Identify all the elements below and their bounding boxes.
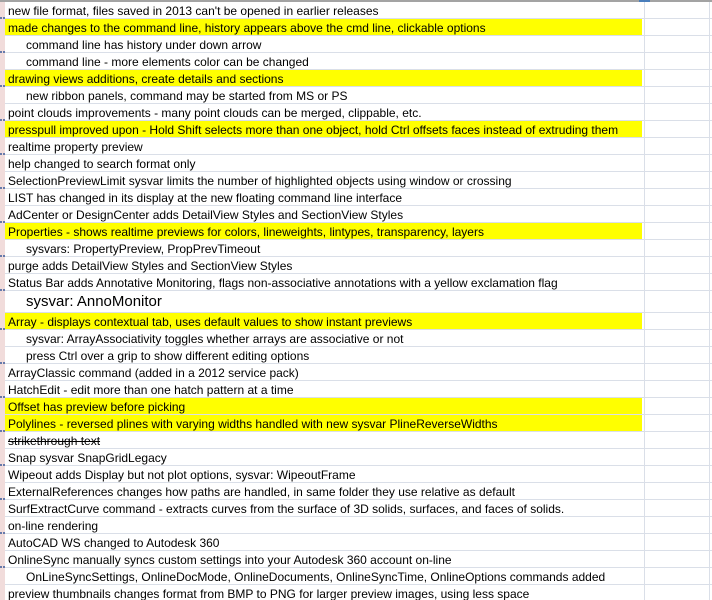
spreadsheet-cell[interactable] (5, 19, 712, 36)
cell-text: OnlineSync manually syncs custom settings into your Autodesk 360 account on-line (8, 553, 452, 567)
spreadsheet-cell[interactable] (5, 104, 712, 121)
cell-text: press Ctrl over a grip to show different editing options (26, 349, 310, 363)
cell-text: Status Bar adds Annotative Monitoring, flags non-associative annotations with a yellow exclamation flag (8, 276, 558, 290)
spreadsheet-cell[interactable] (5, 206, 712, 223)
cell-text: made changes to the command line, history appears above the cmd line, clickable options (8, 21, 486, 35)
page-break-dash (3, 187, 5, 189)
cell-text: SelectionPreviewLimit sysvar limits the number of highlighted objects using window or crossing (8, 174, 512, 188)
page-break-dash (0, 17, 2, 19)
page-break-dash (3, 289, 5, 291)
page-break-dash (3, 430, 5, 432)
pane-border-accent (639, 0, 650, 2)
spreadsheet-cell[interactable] (5, 138, 712, 155)
spreadsheet-cell[interactable] (5, 483, 712, 500)
page-break-dash (3, 532, 5, 534)
spreadsheet-cell[interactable] (5, 449, 712, 466)
spreadsheet-cell[interactable] (5, 398, 712, 415)
page-break-dash (0, 328, 2, 330)
spreadsheet-cell[interactable] (5, 87, 712, 104)
cell-text: Offset has preview before picking (8, 400, 186, 414)
cell-text: sysvar: AnnoMonitor (26, 293, 162, 310)
page-break-dash (3, 85, 5, 87)
spreadsheet-cell[interactable] (5, 364, 712, 381)
cell-text: Wipeout adds Display but not plot options, sysvar: WipeoutFrame (8, 468, 356, 482)
spreadsheet-cell[interactable] (5, 432, 712, 449)
cell-text: ArrayClassic command (added in a 2012 service pack) (8, 366, 299, 380)
page-break-dash (3, 396, 5, 398)
spreadsheet-cell[interactable] (5, 70, 712, 87)
cell-rows (5, 2, 712, 600)
page-break-dash (0, 85, 2, 87)
cell-text: new file format, files saved in 2013 can't be opened in earlier releases (8, 4, 379, 18)
page-break-dash (0, 187, 2, 189)
cell-text: on-line rendering (8, 519, 99, 533)
spreadsheet-cell[interactable] (5, 347, 712, 364)
spreadsheet-cell[interactable] (5, 415, 712, 432)
page-break-dash (3, 119, 5, 121)
spreadsheet-cell[interactable] (5, 240, 712, 257)
cell-text: sysvars: PropertyPreview, PropPrevTimeout (26, 242, 261, 256)
spreadsheet-cell[interactable] (5, 291, 712, 313)
page-break-dash (0, 396, 2, 398)
spreadsheet-cell[interactable] (5, 500, 712, 517)
page-break-dash (3, 255, 5, 257)
cell-text: new ribbon panels, command may be started from MS or PS (26, 89, 348, 103)
cell-text: presspull improved upon - Hold Shift selects more than one object, hold Ctrl offsets faces instead of extruding them (8, 123, 619, 137)
cell-text: AutoCAD WS changed to Autodesk 360 (8, 536, 220, 550)
page-break-dash (3, 328, 5, 330)
spreadsheet-cell[interactable] (5, 330, 712, 347)
cell-text: preview thumbnails changes format from BMP to PNG for larger preview images, using less space (8, 587, 530, 600)
page-break-dash (3, 498, 5, 500)
page-break-dash (0, 430, 2, 432)
spreadsheet-cell[interactable] (5, 257, 712, 274)
cell-text: Snap sysvar SnapGridLegacy (8, 451, 167, 465)
page-break-dash (3, 464, 5, 466)
cell-text: Polylines - reversed plines with varying widths handled with new sysvar PlineReverseWidths (8, 417, 498, 431)
page-break-dash (0, 464, 2, 466)
pane-top-border (0, 0, 712, 2)
spreadsheet-cell[interactable] (5, 551, 712, 568)
page-break-dash (0, 255, 2, 257)
spreadsheet-cell[interactable] (5, 534, 712, 551)
cell-text: HatchEdit - edit more than one hatch pattern at a time (8, 383, 294, 397)
spreadsheet-cell[interactable] (5, 172, 712, 189)
spreadsheet-cell[interactable] (5, 313, 712, 330)
spreadsheet-cell[interactable] (5, 517, 712, 534)
cell-text: help changed to search format only (8, 157, 196, 171)
page-break-dash (0, 153, 2, 155)
cell-text: command line - more elements color can be changed (26, 55, 309, 69)
page-break-dash (0, 119, 2, 121)
spreadsheet-cell[interactable] (5, 223, 712, 240)
cell-text: AdCenter or DesignCenter adds DetailView Styles and SectionView Styles (8, 208, 404, 222)
spreadsheet-cell[interactable] (5, 2, 712, 19)
spreadsheet-cell[interactable] (5, 121, 712, 138)
cell-text: command line has history under down arrow (26, 38, 262, 52)
spreadsheet-cell[interactable] (5, 466, 712, 483)
row-header-edge (0, 2, 5, 600)
spreadsheet-cell[interactable] (5, 274, 712, 291)
cell-text: SurfExtractCurve command - extracts curves from the surface of 3D solids, surfaces, and faces of solids. (8, 502, 565, 516)
cell-text: sysvar: ArrayAssociativity toggles whether arrays are associative or not (26, 332, 404, 346)
page-break-dash (3, 362, 5, 364)
cell-text: strikethrough text (8, 434, 101, 448)
cell-text: OnLineSyncSettings, OnlineDocMode, OnlineDocuments, OnlineSyncTime, OnlineOptions commands added (26, 570, 606, 584)
spreadsheet-cell[interactable] (5, 381, 712, 398)
page-break-dash (3, 566, 5, 568)
spreadsheet-cell[interactable] (5, 568, 712, 585)
page-break-dash (0, 566, 2, 568)
page-break-dash (0, 289, 2, 291)
page-break-dash (3, 221, 5, 223)
page-break-dash (0, 532, 2, 534)
spreadsheet-cell[interactable] (5, 53, 712, 70)
page-break-dash (3, 51, 5, 53)
cell-text: realtime property preview (8, 140, 143, 154)
spreadsheet-cell[interactable] (5, 155, 712, 172)
page-break-dash (0, 362, 2, 364)
cell-text: purge adds DetailView Styles and SectionView Styles (8, 259, 293, 273)
page-break-dash (3, 153, 5, 155)
cell-text: drawing views additions, create details and sections (8, 72, 284, 86)
cell-text: ExternalReferences changes how paths are handled, in same folder they use relative as default (8, 485, 515, 499)
cell-text: Array - displays contextual tab, uses default values to show instant previews (8, 315, 413, 329)
page-break-dash (0, 51, 2, 53)
spreadsheet-cell[interactable] (5, 189, 712, 206)
spreadsheet-cell[interactable] (5, 36, 712, 53)
cell-text: point clouds improvements - many point clouds can be merged, clippable, etc. (8, 106, 422, 120)
page-break-dash (0, 498, 2, 500)
spreadsheet-cell[interactable] (5, 585, 712, 600)
page-break-dash (0, 221, 2, 223)
cell-text: LIST has changed in its display at the new floating command line interface (8, 191, 403, 205)
page-break-dash (3, 17, 5, 19)
cell-text: Properties - shows realtime previews for colors, lineweights, lintypes, transparency, layers (8, 225, 484, 239)
